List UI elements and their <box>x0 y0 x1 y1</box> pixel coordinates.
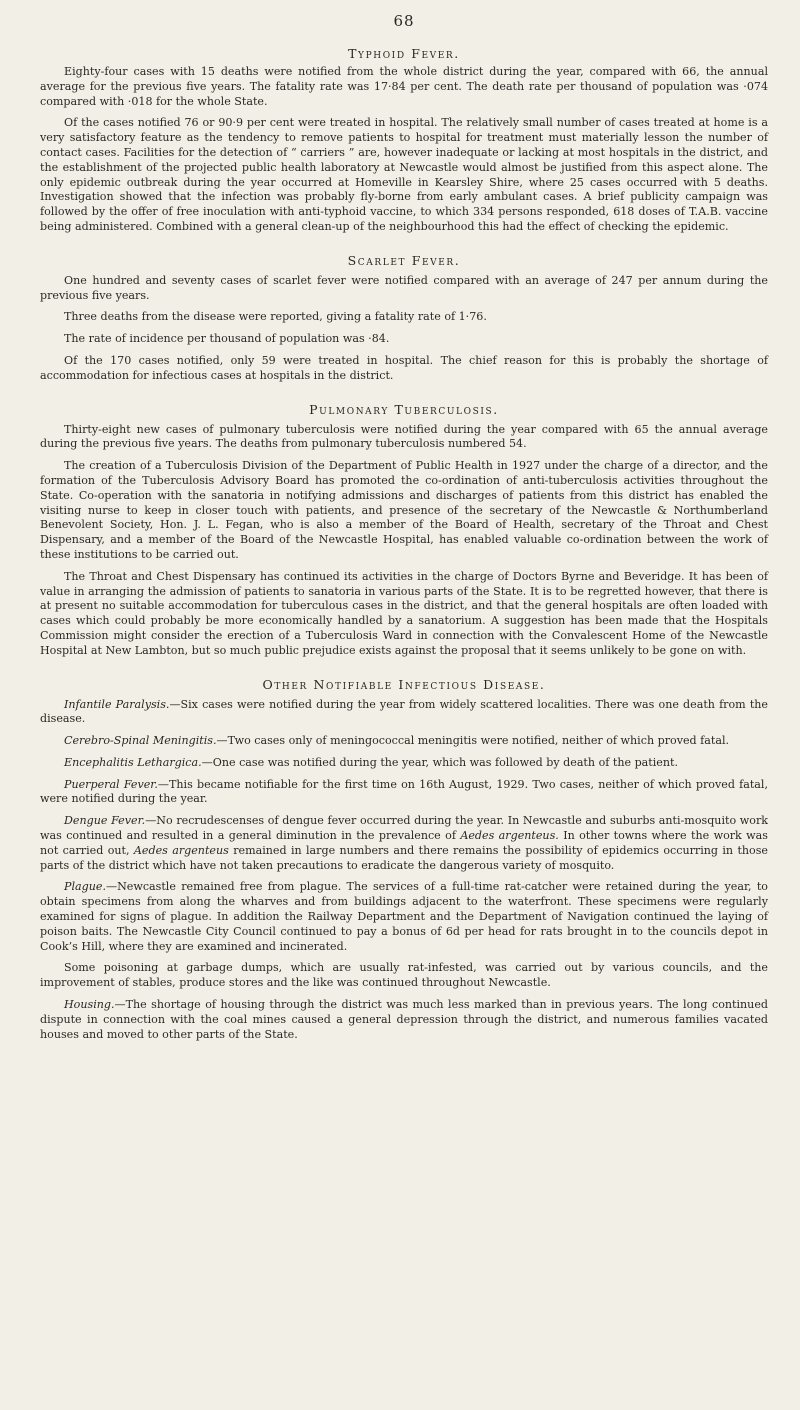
paragraph-cerebro-spinal-meningitis <box>40 734 768 749</box>
paragraph-text: —The shortage of housing through the district was much less marked than in previous years. The long continued dispute in connection with the coal mines caused a general depression through the district, and numerous families vacated houses and moved to other parts of the State. <box>40 998 768 1041</box>
paragraph-text: —One case was notified during the year, which was followed by death of the patient. <box>201 755 678 769</box>
paragraph: Eighty-four cases with 15 deaths were notified from the whole district during the year, compared with 66, the annual average for the previous five years. The fatality rate was 17·84 per cent. The death rate per thousand of population was ·074 compared with ·018 for the whole State. <box>40 65 768 108</box>
subheading-dengue-fever: Dengue Fever. <box>64 814 146 828</box>
paragraph-dengue-fever <box>40 814 768 873</box>
paragraph: Of the cases notified 76 or 90·9 per cent were treated in hospital. The relatively small number of cases treated at home is a very satisfactory feature as the tendency to remove patients to hospital for treatment must materially lesson the number of contact cases. Facilities for the detection of “ carriers ” are, however inadequate or lacking at most hospitals in the district, and the establishment of the projected public health laboratory at Newcastle would almost be justified from this aspect alone. The only epidemic outbreak during the year occurred at Homeville in Kearsley Shire, where 25 cases occurred with 5 deaths. Investigation showed that the infection was probably fly-borne from early ambulant cases. A brief publicity campaign was followed by the offer of free inoculation with anti-typhoid vaccine, to which 334 persons responded, 618 doses of T.A.B. vaccine being administered. Combined with a general clean-up of the neighbourhood this had the effect of checking the epidemic. <box>40 116 768 233</box>
subheading-encephalitis: Encephalitis Lethargica. <box>64 755 202 769</box>
paragraph: Three deaths from the disease were reported, giving a fatality rate of 1·76. <box>64 310 487 324</box>
paragraph-text: In other towns where the work was not carried out, <box>40 829 768 857</box>
paragraph-text: —Newcastle remained free from plague. The services of a full-time rat-catcher were retained during the year, to obtain specimens from along the wharves and from buildings adjacent to the waterfront. These specimens were regularly examined for signs of plague. In addition the Railway Department and the Department of Navigation continued the laying of poison baits. The Newcastle City Council continued to pay a bonus of 6d per head for rats brought in to the councils depot in Cook’s Hill, where they are examined and incinerated. <box>40 880 768 953</box>
paragraph-encephalitis <box>40 756 768 771</box>
paragraph-text: —This became notifiable for the first time on 16th August, 1929. Two cases, neither of which proved fatal, were notified during the year. <box>40 777 768 806</box>
paragraph: The creation of a Tuberculosis Division of the Department of Public Health in 1927 under the charge of a director, and the formation of the Tuberculosis Advisory Board has promoted the co-ordination of anti-tuberculosis activities throughout the State. Co-operation with the sanatoria in notifying admissions and discharges of patients from this district has enabled the visiting nurse to keep in closer touch with patients, and presence of the secretary of the Newcastle & Northumberland Benevolent Society, Hon. J. L. Fegan, who is also a member of the Board of Health, secretary of the Throat and Chest Dispensary, and a member of the Board of the Newcastle Hospital, has enabled valuable co-ordination between the work of these institutions to be carried out. <box>40 459 768 561</box>
paragraph-text: —Two cases only of meningococcal meningitis were notified, neither of which proved fatal. <box>216 734 730 748</box>
paragraph-puerperal-fever <box>40 778 768 808</box>
paragraph-infantile-paralysis <box>40 698 768 728</box>
paragraph-plague <box>40 880 768 954</box>
paragraph-text: remained in large numbers and there remains the possibility of epidemics occurring in those parts of the district which have not taken precautions to eradicate the dangerous variety of mosquito. <box>40 843 768 872</box>
paragraph-text: —Six cases were notified during the year from widely scattered localities. There was one death from the disease. <box>40 697 768 726</box>
species-name: Aedes argenteus. <box>460 829 559 843</box>
heading-scarlet-fever: Scarlet Fever. <box>347 252 461 268</box>
paragraph-housing <box>40 998 768 1042</box>
paragraph: Thirty-eight new cases of pulmonary tuberculosis were notified during the year compared with 65 the annual average during the previous five years. The deaths from pulmonary tuberculosis numbered 54. <box>40 422 768 451</box>
paragraph: Some poisoning at garbage dumps, which are usually rat-infested, was carried out by various councils, and the improvement of stables, produce stores and the like was continued throughout Newcastle. <box>40 961 768 990</box>
subheading-plague: Plague. <box>64 880 106 894</box>
species-name: Aedes argenteus <box>133 843 229 857</box>
page-number: 68 <box>393 12 415 30</box>
paragraph: Of the 170 cases notified, only 59 were treated in hospital. The chief reason for this is probably the shortage of accommodation for infectious cases at hospitals in the district. <box>40 353 768 382</box>
heading-other-notifiable-disease: Other Notifiable Infectious Disease. <box>262 676 546 692</box>
heading-typhoid-fever: Typhoid Fever. <box>348 46 460 61</box>
subheading-meningitis: Cerebro-Spinal Meningitis. <box>64 734 217 748</box>
paragraph: The rate of incidence per thousand of population was ·84. <box>64 332 390 346</box>
paragraph: One hundred and seventy cases of scarlet fever were notified compared with an average of 247 per annum during the previous five years. <box>40 273 768 302</box>
paragraph: The Throat and Chest Dispensary has continued its activities in the charge of Doctors Byrne and Beveridge. It has been of value in arranging the admission of patients to sanatoria in various parts of the State. It is to be regretted however, that there is at present no suitable accommodation for tuberculous cases in the district, and that the general hospitals are often loaded with cases which could probably be more economically handled by a sanatorium. A suggestion has been made that the Hospitals Commission might consider the erection of a Tuberculosis Ward in connection with the Convalescent Home of the Newcastle Hospital at New Lambton, but so much public prejudice exists against the proposal that it seems unlikely to be gone on with. <box>40 569 768 657</box>
subheading-housing: Housing. <box>64 998 115 1012</box>
heading-pulmonary-tuberculosis: Pulmonary Tuberculosis. <box>309 401 499 417</box>
subheading-infantile-paralysis: Infantile Paralysis. <box>64 697 170 711</box>
subheading-puerperal-fever: Puerperal Fever. <box>64 777 158 791</box>
paragraph-text: —No recrudescenses of dengue fever occurred during the year. In Newcastle and suburbs anti-mosquito work was continued and resulted in a general diminution in the prevalence of <box>40 814 768 843</box>
